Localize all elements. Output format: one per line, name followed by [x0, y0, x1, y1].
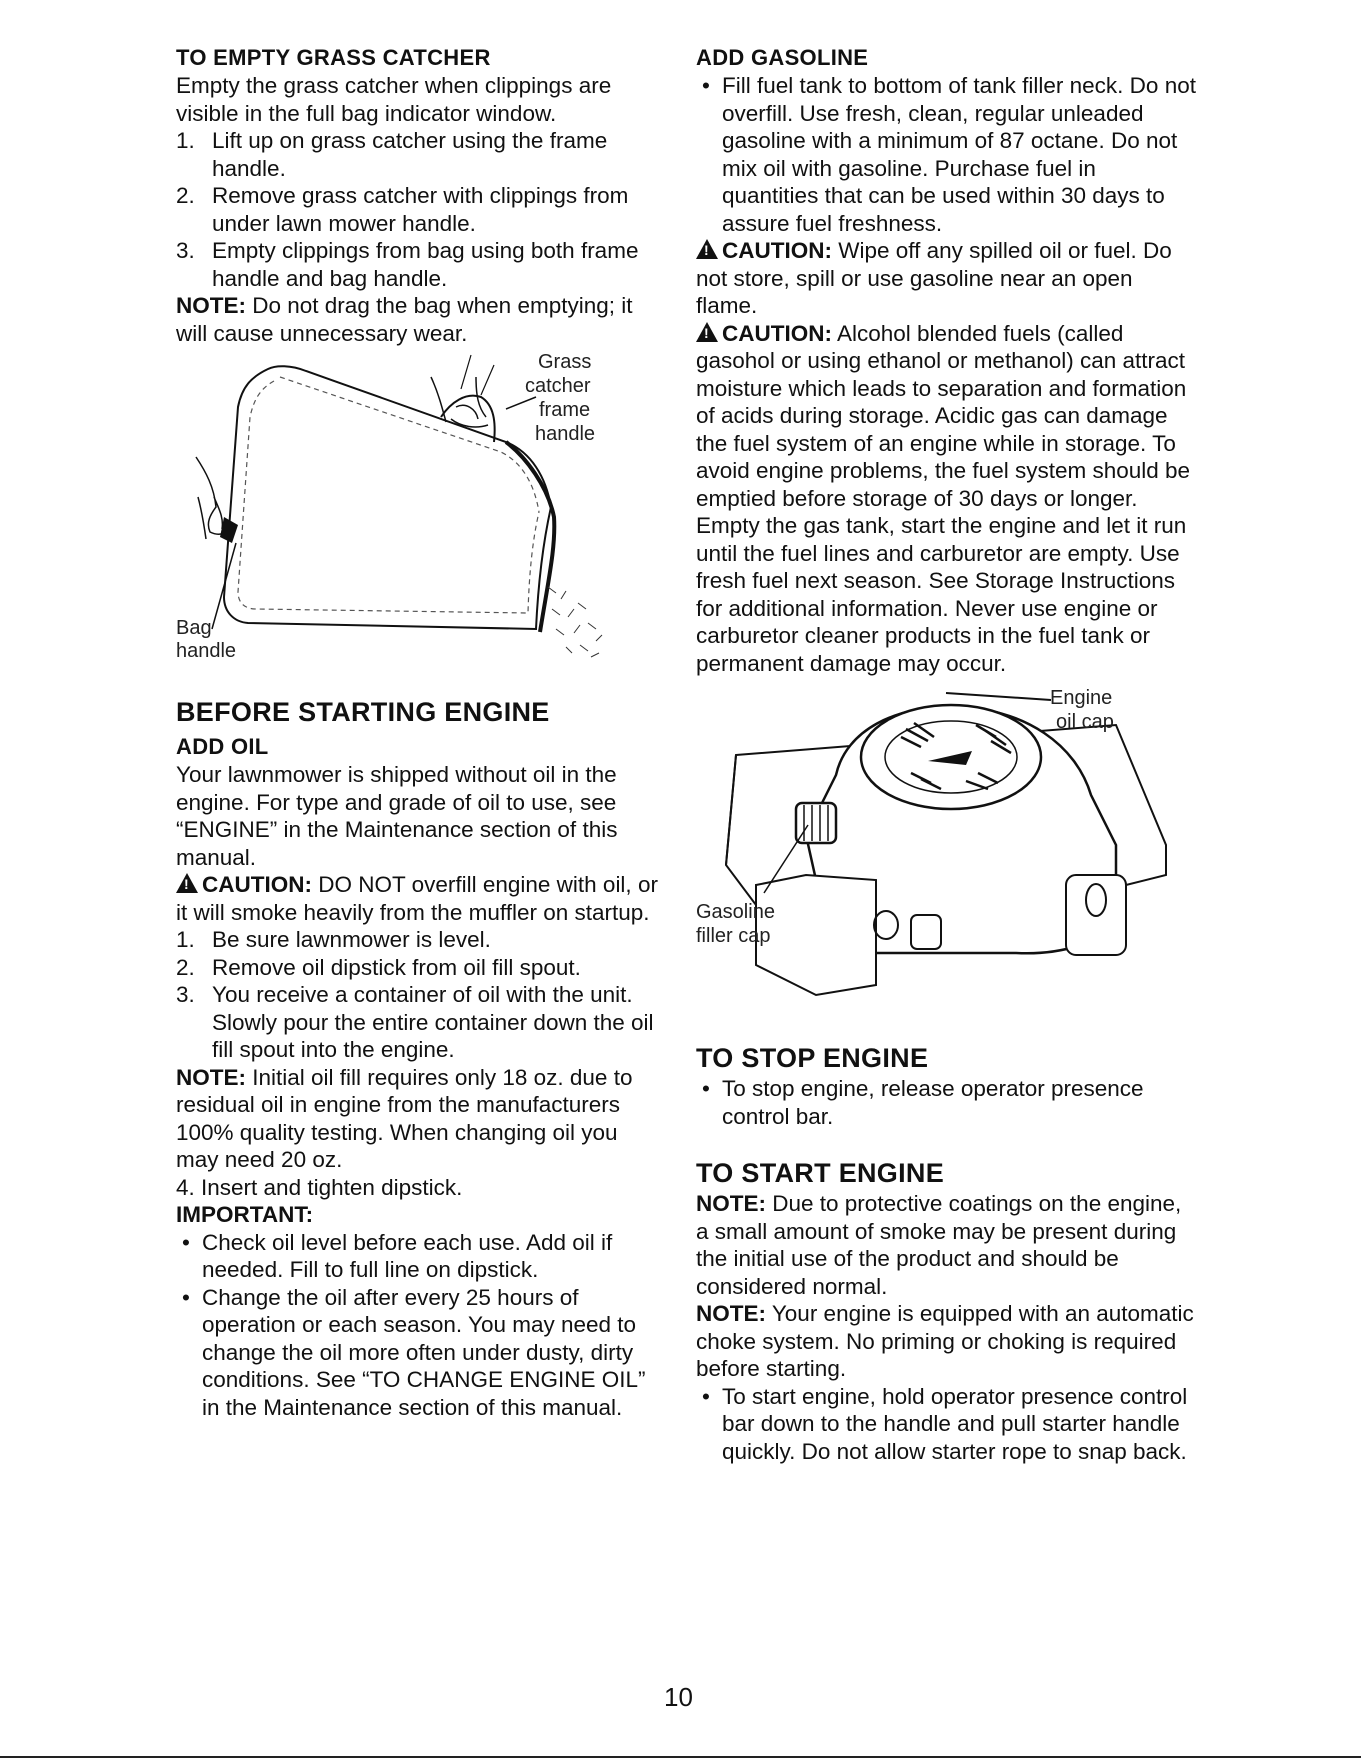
caution-alcohol: !CAUTION: Alcohol blended fuels (called gasohol or using ethanol or methanol) can attract moisture which leads to separation and formation of acids during storage. Acidic gas can damage the fuel system of an engine while in storage. To avoid engine problems, the fuel system should be emptied before storage of 30 days or longer. Empty the gas tank, start the engine and let it run until the fuel lines and carburetor are empty. Use fresh fuel next season. See Storage Instructions for additional information. Never use engine or carburetor cleaner products in the fuel tank or permanent damage may occur.: [696, 320, 1196, 678]
label-bag-handle: handle: [176, 640, 237, 662]
oil-note: NOTE: Initial oil fill requires only 18 oz. due to residual oil in engine from the manufacturers 100% quality testing. When changing oil you may need 20 oz.: [176, 1064, 633, 1172]
empty-intro: Empty the grass catcher when clippings are visible in the full bag indicator window.: [176, 73, 612, 126]
list-item: • Check oil level before each use. Add oil if needed. Fill to full line on dipstick.: [176, 1229, 666, 1284]
before-starting-heading: BEFORE STARTING ENGINE: [176, 697, 550, 727]
list-item: 2. Remove grass catcher with clippings from under lawn mower handle.: [176, 183, 629, 236]
bullet-icon: •: [702, 1383, 710, 1409]
bullet-icon: •: [702, 1076, 710, 1101]
caution-spill: !CAUTION: Wipe off any spilled oil or fuel. Do not store, spill or use gasoline near an open flame.: [696, 237, 1196, 320]
label-gasoline: Gasoline: [696, 901, 775, 923]
right-column: [696, 44, 1196, 1465]
bullet-icon: •: [182, 1229, 190, 1255]
label-catcher: catcher: [525, 375, 591, 397]
label-oil-cap: oil cap: [1056, 711, 1114, 733]
list-item: 3. Empty clippings from bag using both frame handle and bag handle.: [176, 238, 639, 291]
engine-illustration: [696, 685, 1196, 1025]
empty-steps: [176, 127, 666, 292]
warning-icon: [696, 239, 718, 259]
caution-overfill: !CAUTION: DO NOT overfill engine with oil, or it will smoke heavily from the muffler on startup.: [176, 871, 666, 926]
grass-catcher-figure: [176, 347, 666, 677]
list-item: • To start engine, hold operator presence control bar down to the handle and pull starter handle quickly. Do not allow starter rope to snap back.: [696, 1383, 1196, 1466]
empty-grass-catcher-heading: TO EMPTY GRASS CATCHER: [176, 45, 491, 70]
empty-note: NOTE: Do not drag the bag when emptying; it will cause unnecessary wear.: [176, 293, 633, 346]
list-item: • Fill fuel tank to bottom of tank filler neck. Do not overfill. Use fresh, clean, regular unleaded gasoline with a minimum of 87 octane. Do not mix oil with gasoline. Purchase fuel in quantities that can be used within 30 days to assure fuel freshness.: [696, 72, 1196, 237]
list-item: • Change the oil after every 25 hours of operation or each season. You may need to change the oil more often under dusty, dirty conditions. See “TO CHANGE ENGINE OIL” in the Maintenance section of this manual.: [176, 1284, 666, 1422]
bullet-icon: •: [702, 73, 710, 98]
list-item: 1. Lift up on grass catcher using the frame handle.: [176, 128, 608, 181]
list-item: 1. Be sure lawnmower is level.: [176, 927, 491, 952]
list-item: • To stop engine, release operator presence control bar.: [696, 1075, 1196, 1130]
stop-engine-heading: TO STOP ENGINE: [696, 1043, 929, 1073]
add-gasoline-heading: ADD GASOLINE: [696, 45, 869, 70]
start-engine-heading: TO START ENGINE: [696, 1158, 945, 1188]
grass-catcher-illustration: [176, 347, 666, 677]
label-frame: frame: [539, 399, 591, 421]
important-list: [176, 1229, 666, 1422]
label-grass: Grass: [538, 351, 592, 373]
bullet-icon: •: [182, 1284, 190, 1310]
label-bag: Bag: [176, 617, 212, 639]
warning-icon: [696, 322, 718, 342]
left-column: [176, 44, 666, 1421]
oil-steps: [176, 926, 666, 1064]
important-label: IMPORTANT:: [176, 1202, 314, 1227]
start-note-2: NOTE: Your engine is equipped with an automatic choke system. No priming or choking is required before starting.: [696, 1301, 1194, 1381]
start-note-1: NOTE: Due to protective coatings on the engine, a small amount of smoke may be present during the initial use of the product and should be considered normal.: [696, 1191, 1182, 1299]
label-handle: handle: [535, 423, 596, 445]
page-number: 10: [664, 1682, 693, 1712]
step-4: 4. Insert and tighten dipstick.: [176, 1174, 463, 1200]
engine-figure: [696, 685, 1196, 1025]
list-item: 2. Remove oil dipstick from oil fill spout.: [176, 954, 581, 980]
label-engine: Engine: [1050, 687, 1113, 709]
bottom-rule: [0, 1756, 1361, 1758]
list-item: 3. You receive a container of oil with the unit. Slowly pour the entire container down the oil fill spout into the engine.: [176, 982, 654, 1062]
add-oil-heading: ADD OIL: [176, 734, 269, 759]
add-oil-intro: Your lawnmower is shipped without oil in the engine. For type and grade of oil to use, see “ENGINE” in the Maintenance section of this manual.: [176, 762, 618, 870]
label-filler-cap: filler cap: [696, 925, 771, 947]
warning-icon: [176, 873, 198, 893]
